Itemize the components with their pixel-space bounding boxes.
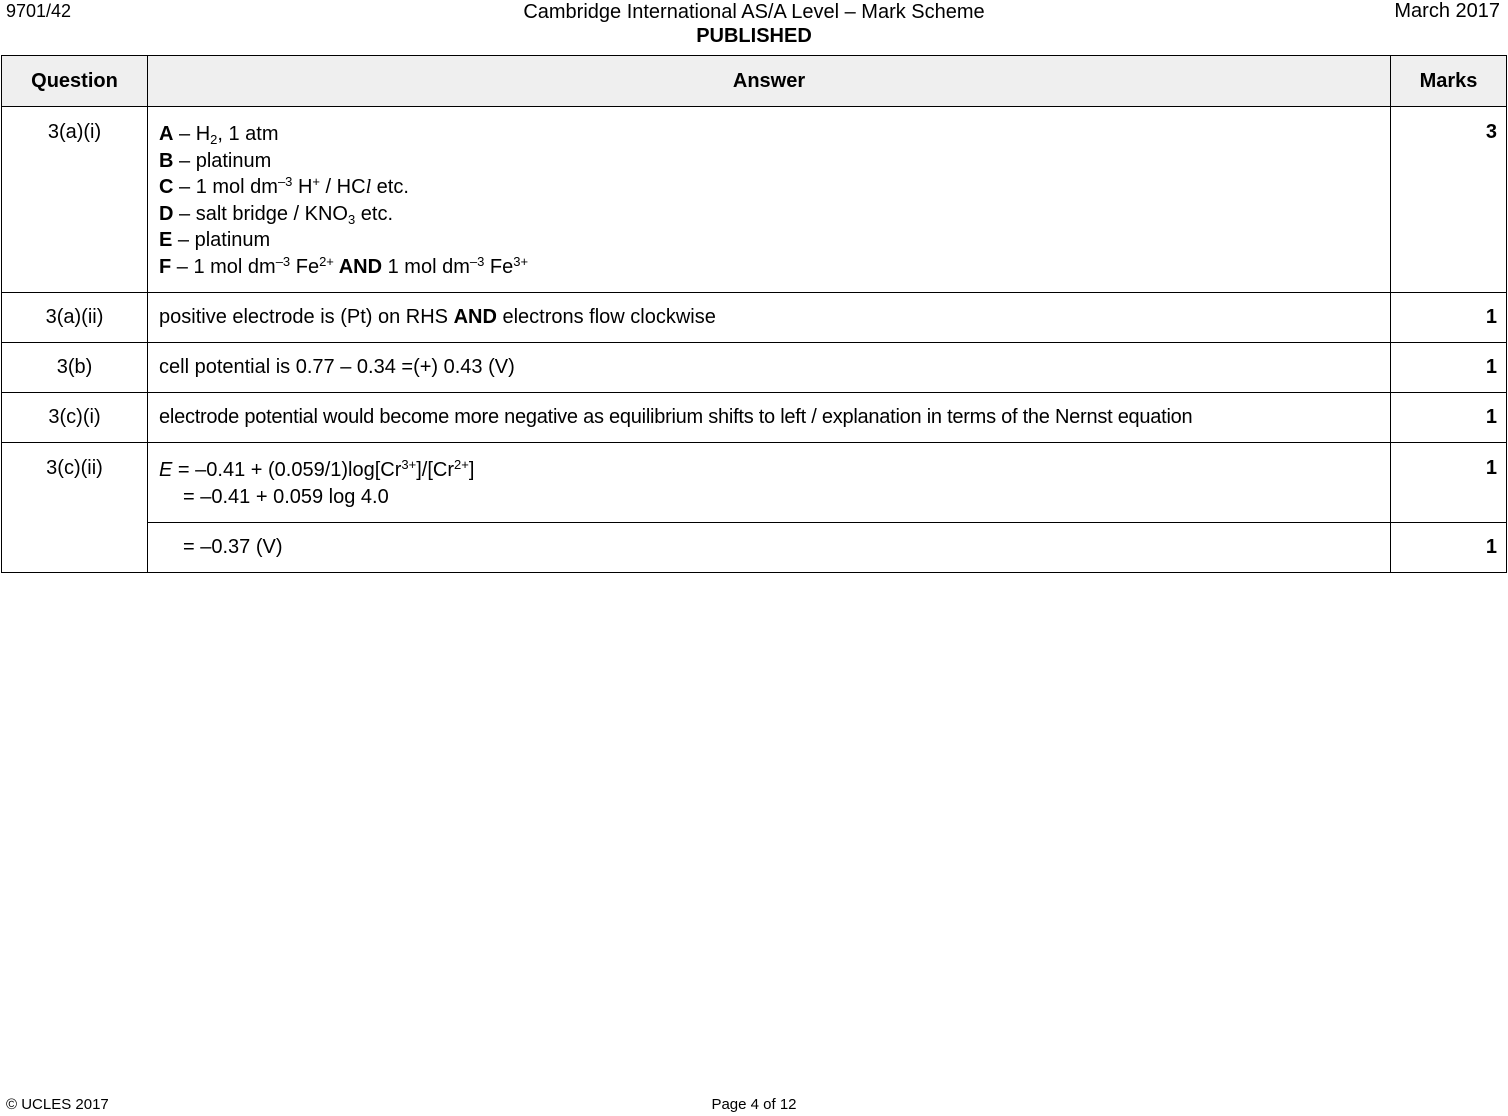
marks-cell: 1 xyxy=(1391,293,1507,343)
answer-line: $E = -0.41 + (0.059/1)\log[Cr^{3+}]/[Cr^{2+}]$ xyxy=(159,457,475,481)
answer-cell xyxy=(148,107,1391,293)
question-cell: 3(b) xyxy=(2,343,148,393)
answer-line: F – 1 mol $dm^{-3}$ $Fe^{2+}$ AND 1 mol $dm^{-3}$ $Fe^{3+}$ xyxy=(159,253,529,278)
answer-header: Answer xyxy=(148,56,1391,107)
question-cell: 3(c)(i) xyxy=(2,393,148,443)
document-header xyxy=(0,0,1508,48)
answer-line: C – 1 mol $dm^{-3}$ H+ / HCl etc. xyxy=(159,174,409,198)
document-subtitle: PUBLISHED xyxy=(696,25,812,47)
copyright-notice: © UCLES 2017 xyxy=(6,1096,109,1113)
question-header: Question xyxy=(2,56,148,107)
exam-date: March 2017 xyxy=(1394,0,1500,22)
answer-cell: = –0.37 (V) xyxy=(148,523,1391,573)
answer-cell: positive electrode is (Pt) on RHS AND electrons flow clockwise xyxy=(148,293,1391,343)
answer-line: B – platinum xyxy=(159,149,272,172)
marks-cell: 1 xyxy=(1391,523,1507,573)
table-row xyxy=(2,443,1507,523)
marks-cell: 1 xyxy=(1391,343,1507,393)
page-number: Page 4 of 12 xyxy=(711,1096,797,1113)
answer-line: D – salt bridge / $KNO_3$ etc. xyxy=(159,202,394,227)
mark-scheme-table xyxy=(1,55,1507,573)
question-cell: 3(a)(i) xyxy=(2,107,148,293)
table-row xyxy=(2,107,1507,293)
table-row xyxy=(2,393,1507,443)
table-row xyxy=(2,523,1507,573)
question-cell: 3(c)(ii) xyxy=(2,443,148,573)
answer-line: = –0.41 + 0.059 log 4.0 xyxy=(183,485,389,508)
answer-line: A – $H_2$, 1 atm xyxy=(159,123,279,147)
table-header-row xyxy=(2,56,1507,107)
answer-cell xyxy=(148,443,1391,523)
paper-code: 9701/42 xyxy=(6,1,72,21)
table-row xyxy=(2,343,1507,393)
marks-header: Marks xyxy=(1391,56,1507,107)
marks-cell: 3 xyxy=(1391,107,1507,293)
marks-cell: 1 xyxy=(1391,393,1507,443)
answer-cell: electrode potential would become more negative as equilibrium shifts to left / explanation in terms of the Nernst equation xyxy=(148,393,1391,443)
document-title: Cambridge International AS/A Level – Mark Scheme xyxy=(523,1,985,23)
answer-line: E – platinum xyxy=(159,229,271,251)
answer-cell: cell potential is 0.77 – 0.34 =(+) 0.43 (V) xyxy=(148,343,1391,393)
marks-cell: 1 xyxy=(1391,443,1507,523)
question-cell: 3(a)(ii) xyxy=(2,293,148,343)
table-row xyxy=(2,293,1507,343)
